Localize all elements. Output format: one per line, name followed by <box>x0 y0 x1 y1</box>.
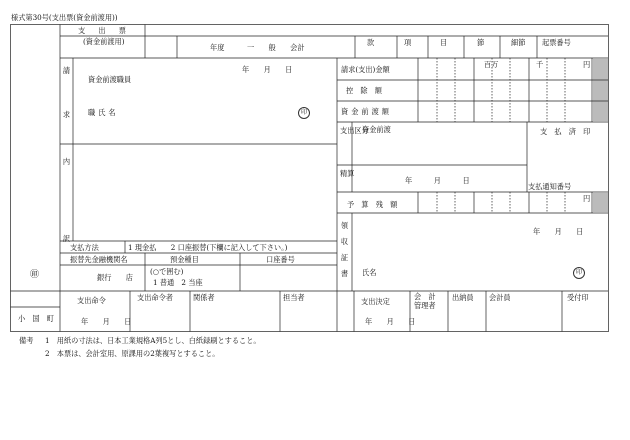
col-kan: 款 <box>367 38 375 47</box>
town-name: 小 国 町 <box>18 314 54 323</box>
related-label: 関係者 <box>193 293 215 302</box>
deposit-options: 1 普通 2 当座 <box>153 278 203 287</box>
request-label: 請 求 <box>62 66 71 119</box>
receipt-seal: 印 <box>573 267 585 279</box>
deduction-label: 控 除 額 <box>346 86 382 95</box>
col-setsu: 節 <box>477 38 485 47</box>
budget-balance-label: 予 算 残 額 <box>347 200 398 209</box>
officer-label: 資金前渡職員 <box>88 75 132 84</box>
unit-yen: 円 <box>583 60 591 69</box>
col-slip-number: 起票番号 <box>542 38 571 47</box>
col-saisetsu: 細節 <box>511 38 526 47</box>
bank-name-label: 振替先金融機関名 <box>70 255 128 264</box>
settlement-label: 精算 <box>340 169 355 178</box>
unit-million: 百万 <box>484 60 499 69</box>
unit-thousand: 千 <box>536 60 544 69</box>
col-moku: 目 <box>440 38 448 47</box>
receipt-name-label: 氏名 <box>362 268 377 277</box>
receipt-date: 年 月 日 <box>533 227 584 236</box>
note-item-1: 1 用紙の寸法は、日本工業規格A列5とし、白紙録刷とすること。 <box>45 336 261 345</box>
officer-name-label: 職氏名 <box>88 108 119 117</box>
notes-heading: 備考 <box>19 336 34 345</box>
category-value: 資金前渡 <box>362 125 391 134</box>
in-charge-label: 担当者 <box>283 293 305 302</box>
fiscal-year-label: 年度 <box>210 43 225 52</box>
accountant-label: 会計員 <box>489 293 511 302</box>
order-label: 支出命令 <box>77 296 106 305</box>
cashier-label: 出納員 <box>452 293 474 302</box>
account-number-label: 口座番号 <box>266 255 295 264</box>
notice-number-label: 支払通知番号 <box>528 182 572 191</box>
payment-method-label: 支払方法 <box>70 243 99 252</box>
decision-date: 年 月 日 <box>365 317 416 326</box>
detail-label: 内 訳 <box>62 157 71 243</box>
receipt-seal-label: 受付印 <box>567 293 589 302</box>
order-date: 年 月 日 <box>81 317 132 326</box>
request-date: 年 月 日 <box>242 65 293 74</box>
circle-note: (○で囲む) <box>150 267 184 276</box>
request-seal: 印 <box>298 107 310 119</box>
margin-seal: ㊞ <box>30 270 40 280</box>
settlement-date: 年 月 日 <box>405 176 470 185</box>
payment-method-options: 1 現金払 2 口座振替(下欄に記入して下さい。) <box>128 243 288 252</box>
deposit-type-label: 預金種目 <box>170 255 199 264</box>
doc-subtitle: (資金前渡用) <box>83 37 125 46</box>
note-item-2: 2 本票は、会計室用、原課用の2葉複写とすること。 <box>45 349 220 358</box>
accounting-manager-label: 会 計 管理者 <box>414 292 436 310</box>
category-label: 支出区分 <box>340 126 369 135</box>
col-kou: 項 <box>404 38 412 47</box>
decision-label: 支出決定 <box>361 297 390 306</box>
receipt-label: 領 収 証 書 <box>340 221 349 278</box>
form-title: 様式第30号(支出票(資金前渡用)) <box>11 13 118 22</box>
bank-branch-label: 銀行 店 <box>97 273 133 282</box>
account-label: 一 般 会計 <box>247 43 305 52</box>
orderer-label: 支出命令者 <box>137 293 173 302</box>
budget-yen-unit: 円 <box>583 194 591 203</box>
doc-name: 支 出 票 <box>78 26 129 35</box>
paid-seal-label: 支 払 済 印 <box>540 127 591 136</box>
advance-amount-label: 資金前渡額 <box>341 107 392 116</box>
request-amount-label: 請求(支出)金額 <box>341 65 390 74</box>
